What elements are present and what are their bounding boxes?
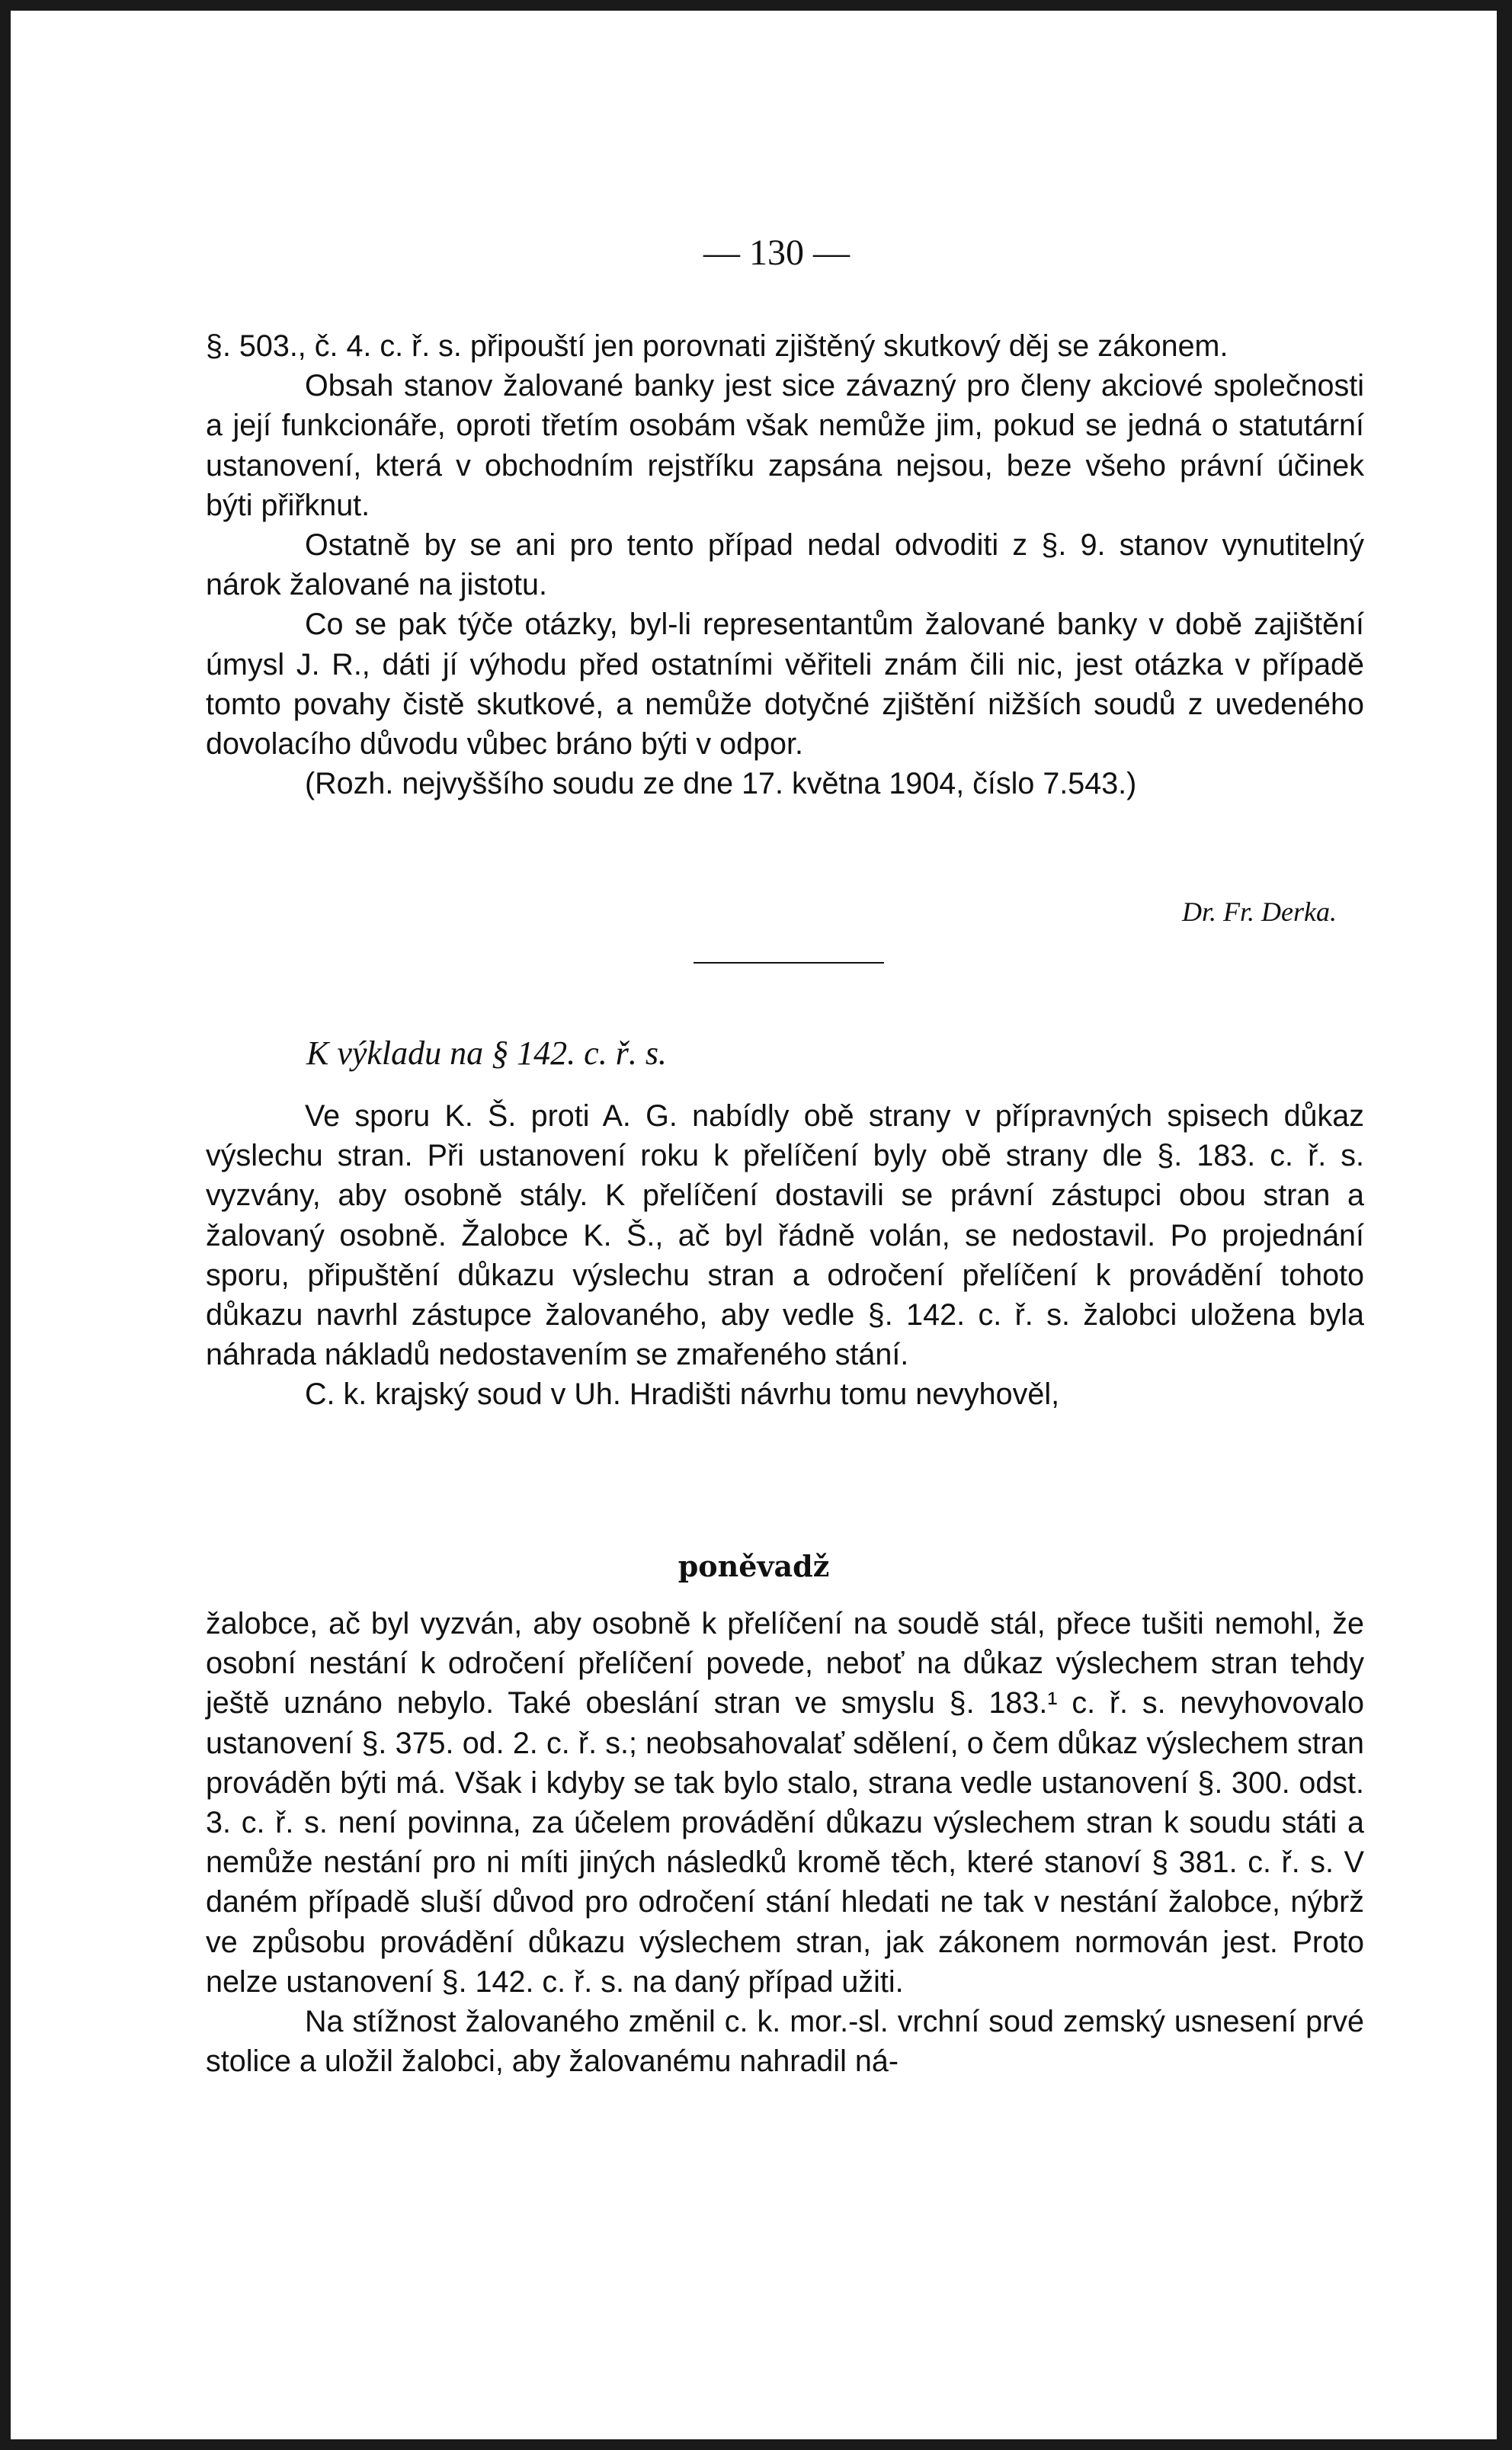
paragraph: Na stížnost žalovaného změnil c. k. mor.-sl. vrchní soud zemský usnesení prvé stolice a uložil žalobci, aby žalovanému nahradil ná- — [206, 2005, 1364, 2079]
page-number: — 130 — — [703, 232, 850, 273]
document-page — [11, 11, 1497, 2439]
section-divider — [694, 962, 884, 964]
section-heading: K výkladu na § 142. c. ř. s. — [306, 1034, 667, 1072]
text-block-opening — [206, 326, 1364, 803]
paragraph: C. k. krajský soud v Uh. Hradišti návrhu tomu nevyhověl, — [305, 1377, 1060, 1412]
paragraph: §. 503., č. 4. c. ř. s. připouští jen porovnati zjištěný skutkový děj se zákonem. — [206, 329, 1228, 363]
text-block-case — [206, 1096, 1364, 1415]
author-signature: Dr. Fr. Derka. — [1182, 896, 1337, 927]
text-block-reasoning — [206, 1604, 1364, 2081]
reasoning-heading: poněvadž — [678, 1549, 830, 1583]
paragraph: Ostatně by se ani pro tento případ nedal odvoditi z §. 9. stanov vynutitelný nárok žalované na jistotu. — [206, 528, 1364, 602]
paragraph: Obsah stanov žalované banky jest sice závazný pro členy akciové společnosti a její funkcionáře, oproti třetím osobám však nemůže jim, pokud se jedná o statutární ustanovení, která v obchodním rejstříku zapsána nejsou, beze všeho právní účinek býti přiřknut. — [206, 369, 1364, 522]
citation: (Rozh. nejvyššího soudu ze dne 17. května 1904, číslo 7.543.) — [305, 767, 1137, 801]
paragraph: žalobce, ač byl vyzván, aby osobně k přelíčení na soudě stál, přece tušiti nemohl, že osobní nestání k odročení přelíčení povede, neboť na důkaz výslechem stran tehdy ještě uznáno nebylo. Také obeslání stran ve smyslu §. 183.¹ c. ř. s. nevyhovovalo ustanovení §. 375. od. 2. c. ř. s.; neobsahovalať sdělení, o čem důkaz výslechem stran prováděn býti má. Však i kdyby se tak bylo stalo, strana vedle ustanovení §. 300. odst. 3. c. ř. s. není povinna, za účelem provádění důkazu výslechem stran k soudu státi a nemůže nestání pro ni míti jiných následků kromě těch, které stanoví § 381. c. ř. s. V daném případě sluší důvod pro odročení stání hledati ne tak v nestání žalobce, nýbrž ve způsobu provádění důkazu výslechem stran, jak zákonem normován jest. Proto nelze ustanovení §. 142. c. ř. s. na daný případ užiti. — [206, 1607, 1364, 1999]
paragraph: Ve sporu K. Š. proti A. G. nabídly obě strany v přípravných spisech důkaz výslechu stran. Při ustanovení roku k přelíčení byly obě strany dle §. 183. c. ř. s. vyzvány, aby osobně stály. K přelíčení dostavili se právní zástupci obou stran a žalovaný osobně. Žalobce K. Š., ač byl řádně volán, se nedostavil. Po projednání sporu, připuštění důkazu výslechu stran a odročení přelíčení k provádění tohoto důkazu navrhl zástupce žalovaného, aby vedle §. 142. c. ř. s. žalobci uložena byla náhrada nákladů nedostavením se zmařeného stání. — [206, 1099, 1364, 1372]
paragraph: Co se pak týče otázky, byl-li representantům žalované banky v době zajištění úmysl J. R., dáti jí výhodu před ostatními věřiteli znám čili nic, jest otázka v případě tomto povahy čistě skutkové, a nemůže dotyčné zjištění nižších soudů z uvedeného dovolacího důvodu vůbec bráno býti v odpor. — [206, 608, 1364, 762]
